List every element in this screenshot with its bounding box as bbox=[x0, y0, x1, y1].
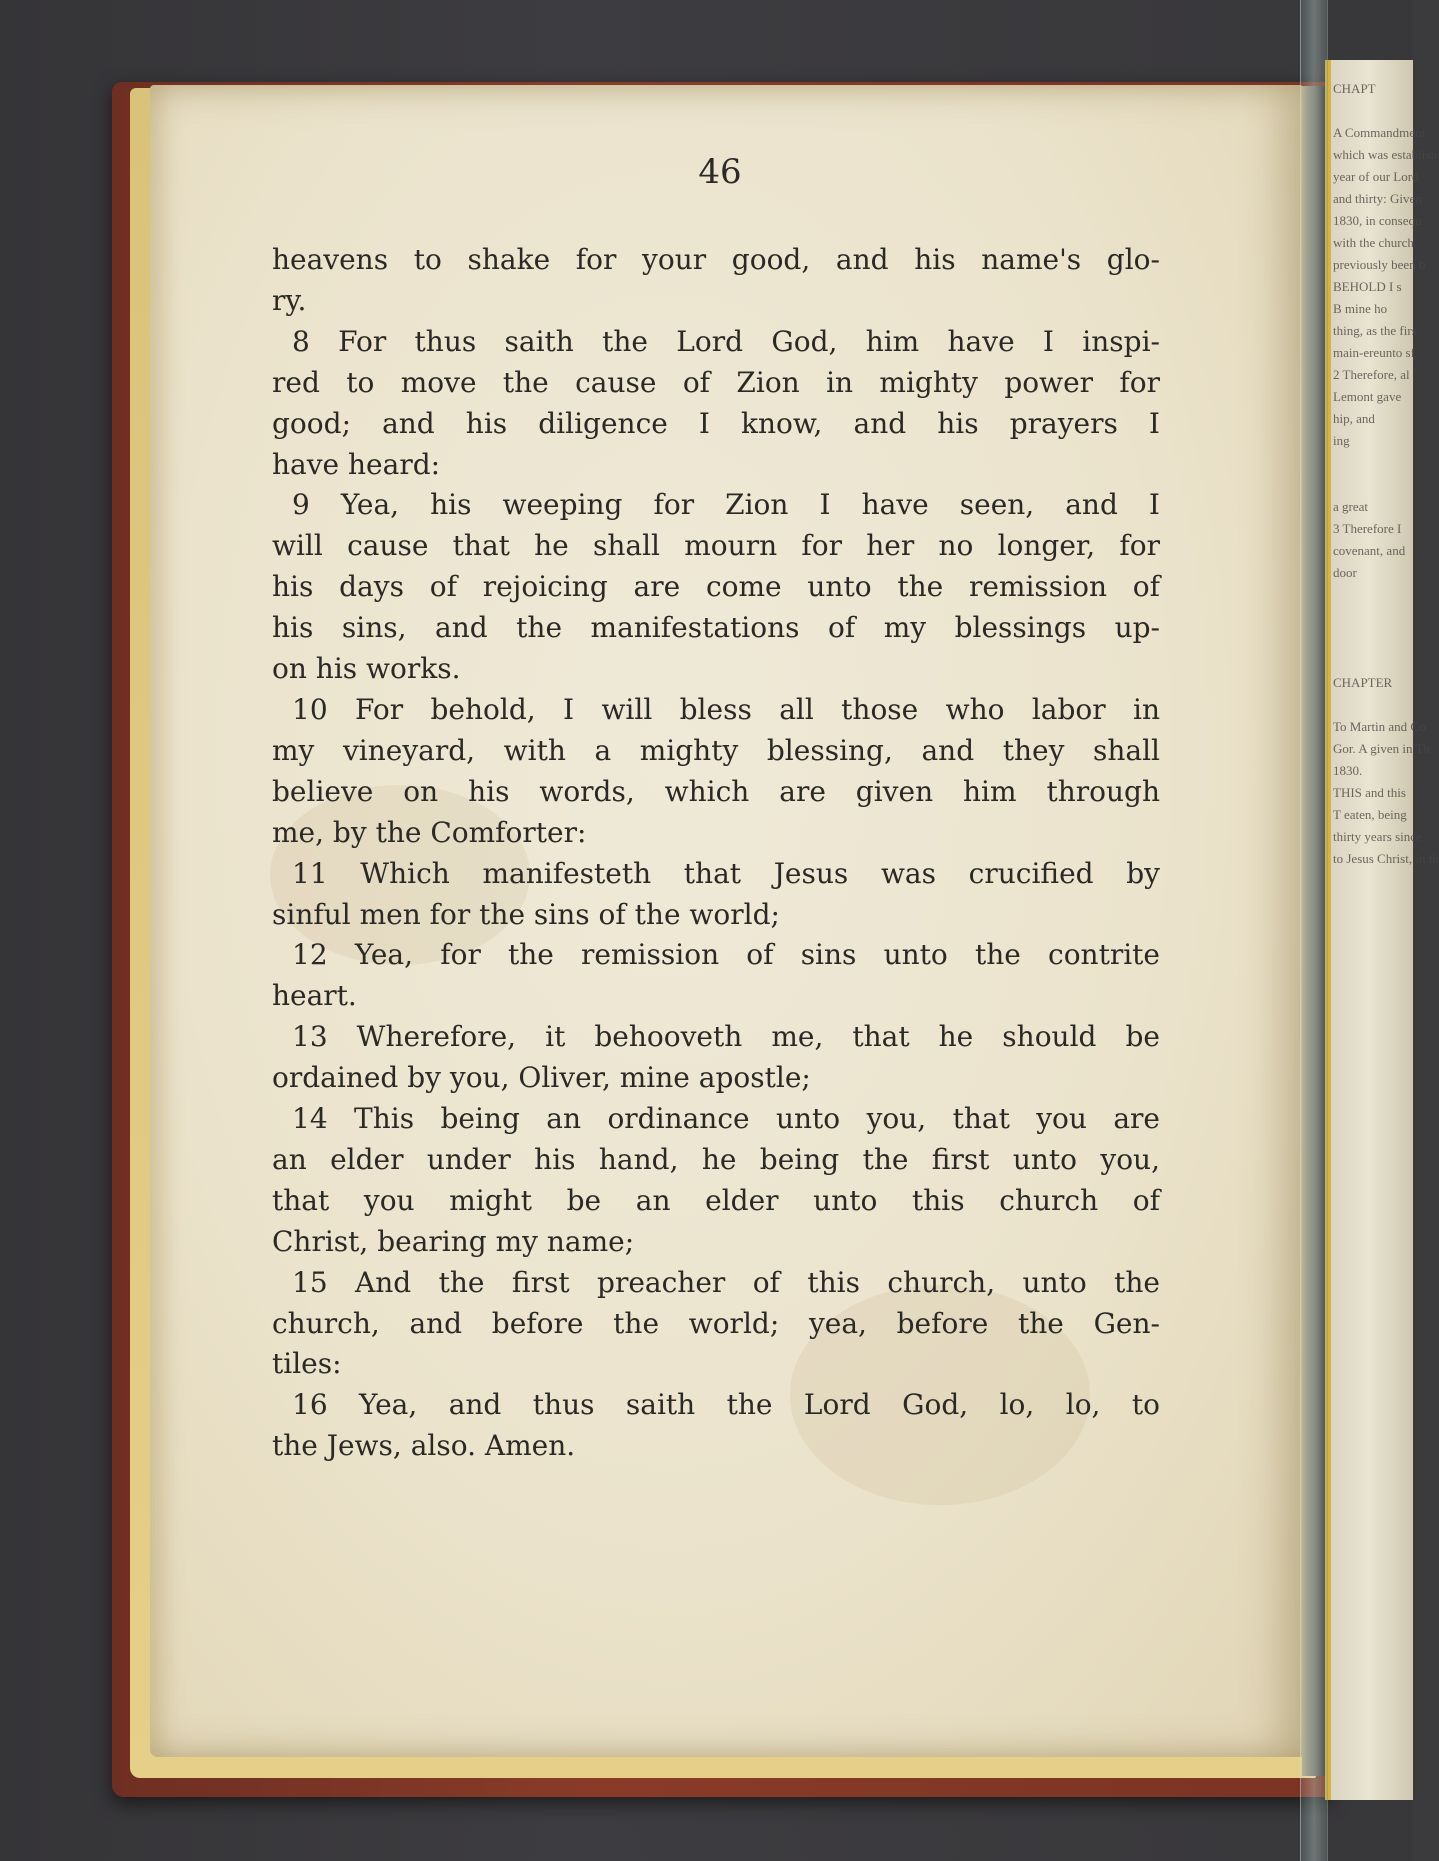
text-line: 11 Which manifesteth that Jesus was crucified by bbox=[292, 856, 1160, 890]
text-line: an elder under his hand, he being the first unto you, bbox=[272, 1142, 1160, 1176]
facing-text-line: ing bbox=[1333, 433, 1350, 448]
facing-text-line: year of our Lord bbox=[1333, 169, 1419, 184]
facing-text-line: 1830, in consequ bbox=[1333, 213, 1422, 228]
text-line: 14 This being an ordinance unto you, that you are bbox=[292, 1102, 1160, 1136]
facing-text-line: 2 Therefore, al bbox=[1333, 367, 1410, 382]
facing-text-line bbox=[1333, 628, 1413, 650]
facing-text-line: and thirty: Given bbox=[1333, 191, 1422, 206]
page-number: 46 bbox=[698, 152, 742, 192]
text-line: the Jews, also. Amen. bbox=[272, 1429, 576, 1463]
text-line: will cause that he shall mourn for her no longer, for bbox=[272, 529, 1160, 563]
text-line: his sins, and the manifestations of my blessings up- bbox=[272, 611, 1160, 645]
facing-text-line: Lemont gave bbox=[1333, 389, 1402, 404]
facing-text-line: BEHOLD I s bbox=[1333, 279, 1402, 294]
facing-text-line: To Martin and Co bbox=[1333, 719, 1426, 734]
text-line: my vineyard, with a mighty blessing, and they shall bbox=[272, 733, 1160, 767]
facing-text-line bbox=[1333, 694, 1413, 716]
text-line: good; and his diligence I know, and his prayers I bbox=[272, 406, 1160, 440]
text-line: ry. bbox=[272, 283, 307, 317]
facing-text-line: main-ereunto sf bbox=[1333, 345, 1415, 360]
text-line: 15 And the first preacher of this church, unto the bbox=[292, 1265, 1160, 1299]
text-line: 9 Yea, his weeping for Zion I have seen, and I bbox=[292, 488, 1160, 522]
facing-text-line: 3 Therefore I bbox=[1333, 521, 1402, 536]
text-line: 8 For thus saith the Lord God, him have I inspi- bbox=[292, 324, 1160, 358]
text-line: red to move the cause of Zion in mighty power for bbox=[272, 365, 1160, 399]
text-line: 16 Yea, and thus saith the Lord God, lo, lo, to bbox=[292, 1388, 1160, 1422]
facing-text-line bbox=[1333, 650, 1413, 672]
text-line: sinful men for the sins of the world; bbox=[272, 897, 780, 931]
text-line: 12 Yea, for the remission of sins unto the contrite bbox=[292, 938, 1160, 972]
facing-text-line bbox=[1333, 606, 1413, 628]
facing-text-line: A Commandment bbox=[1333, 125, 1426, 140]
text-line: on his works. bbox=[272, 652, 461, 686]
text-line: that you might be an elder unto this church of bbox=[272, 1183, 1160, 1217]
facing-text-line: previously been b bbox=[1333, 257, 1426, 272]
text-line: Christ, bearing my name; bbox=[272, 1224, 635, 1258]
text-line: ordained by you, Oliver, mine apostle; bbox=[272, 1061, 811, 1095]
text-line: tiles: bbox=[272, 1347, 342, 1381]
facing-text-line: which was establish bbox=[1333, 147, 1437, 162]
facing-text-line: thirty years since bbox=[1333, 829, 1422, 844]
facing-text-line bbox=[1333, 584, 1413, 606]
glass-clip-bar bbox=[1300, 0, 1328, 1861]
text-line: believe on his words, which are given him through bbox=[272, 774, 1160, 808]
facing-text-line: a great bbox=[1333, 499, 1369, 514]
text-line: heavens to shake for your good, and his name's glo- bbox=[272, 243, 1160, 276]
facing-text-line: 1830. bbox=[1333, 763, 1363, 778]
text-line: me, by the Comforter: bbox=[272, 815, 587, 849]
facing-text-line bbox=[1333, 100, 1413, 122]
text-line: 10 For behold, I will bless all those who labor in bbox=[292, 692, 1160, 726]
facing-text-line: covenant, and bbox=[1333, 543, 1406, 558]
facing-text-line: door bbox=[1333, 565, 1357, 580]
facing-text-line: Gor. A given in Th bbox=[1333, 741, 1430, 756]
text-line: his days of rejoicing are come unto the remission of bbox=[272, 570, 1160, 604]
facing-text-line: B mine ho bbox=[1333, 301, 1388, 316]
text-line: heart. bbox=[272, 979, 357, 1013]
facing-text-line bbox=[1333, 474, 1413, 496]
facing-text-line: CHAPT bbox=[1333, 81, 1376, 96]
facing-page bbox=[1325, 60, 1439, 1800]
text-line: church, and before the world; yea, before the Gen- bbox=[272, 1306, 1160, 1340]
facing-text-line: hip, and bbox=[1333, 411, 1375, 426]
facing-text-line: CHAPTER bbox=[1333, 675, 1393, 690]
facing-page-text bbox=[1333, 78, 1439, 870]
facing-text-line: thing, as the firs bbox=[1333, 323, 1417, 338]
facing-text-line: THIS and this bbox=[1333, 785, 1406, 800]
facing-text-line: T eaten, being bbox=[1333, 807, 1407, 822]
page-text bbox=[272, 240, 1160, 1467]
facing-text-line: to Jesus Christ, in th bbox=[1333, 851, 1439, 866]
facing-text-line bbox=[1333, 452, 1413, 474]
text-line: 13 Wherefore, it behooveth me, that he should be bbox=[292, 1020, 1160, 1054]
facing-text-line: with the church bbox=[1333, 235, 1414, 250]
text-line: have heard: bbox=[272, 447, 441, 481]
